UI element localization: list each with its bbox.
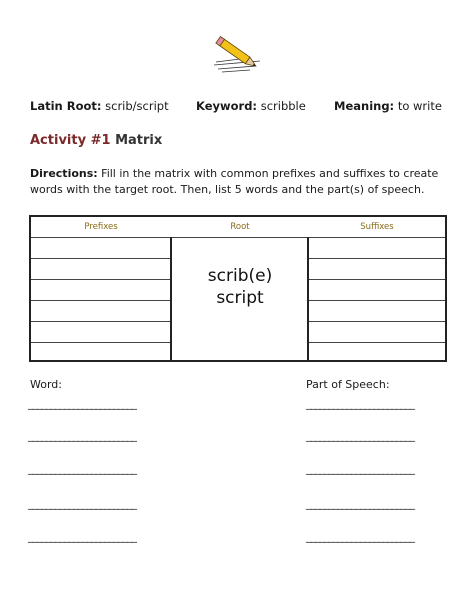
pencil-icon	[210, 35, 265, 75]
suffix-row[interactable]	[309, 279, 445, 280]
prefix-row[interactable]	[31, 300, 170, 301]
suffix-row[interactable]	[309, 321, 445, 322]
prefix-row[interactable]	[31, 279, 170, 280]
root-info-line	[30, 99, 450, 115]
meaning	[334, 99, 442, 113]
prefix-row[interactable]	[31, 342, 170, 343]
word-blank[interactable]: ________________________	[28, 462, 136, 475]
part-of-speech-blank[interactable]: ________________________	[306, 462, 414, 475]
word-blank[interactable]: ________________________	[28, 429, 136, 442]
word-blank[interactable]: ________________________	[28, 497, 136, 510]
suffix-row[interactable]	[309, 258, 445, 259]
word-label: Word:	[30, 378, 62, 391]
meaning-label: Meaning:	[334, 99, 395, 113]
latin-root	[30, 99, 169, 113]
activity-heading	[30, 133, 162, 148]
prefixes-header: Prefixes	[84, 222, 118, 232]
latin-root-label: Latin Root:	[30, 99, 102, 113]
activity-title: Matrix	[115, 133, 163, 148]
word-blank[interactable]: ________________________	[28, 397, 136, 410]
keyword	[196, 99, 306, 113]
part-of-speech-blank[interactable]: ________________________	[306, 497, 414, 510]
part-of-speech-blank[interactable]: ________________________	[306, 397, 414, 410]
prefix-row[interactable]	[31, 321, 170, 322]
directions-text: Fill in the matrix with common prefixes and suffixes to create words with the target root. Then, list 5 words and the part(s) of speech.	[30, 167, 439, 196]
suffixes-header: Suffixes	[360, 222, 394, 232]
meaning-value: to write	[397, 99, 442, 113]
root-cell	[171, 265, 309, 309]
word-blank[interactable]: ________________________	[28, 530, 136, 543]
header-divider	[31, 237, 445, 238]
suffix-row[interactable]	[309, 342, 445, 343]
part-of-speech-label: Part of Speech:	[306, 378, 390, 391]
directions-label: Directions:	[30, 167, 98, 180]
word-matrix	[29, 215, 447, 362]
root-form-1: scrib(e)	[207, 266, 273, 286]
keyword-label: Keyword:	[196, 99, 258, 113]
part-of-speech-blank[interactable]: ________________________	[306, 530, 414, 543]
keyword-value: scribble	[260, 99, 306, 113]
latin-root-value: scrib/script	[105, 99, 169, 113]
activity-number: Activity #1	[30, 133, 111, 148]
directions	[30, 166, 450, 198]
part-of-speech-blank[interactable]: ________________________	[306, 429, 414, 442]
prefix-row[interactable]	[31, 258, 170, 259]
suffix-row[interactable]	[309, 300, 445, 301]
root-header: Root	[230, 222, 250, 232]
root-form-2: script	[216, 288, 264, 308]
